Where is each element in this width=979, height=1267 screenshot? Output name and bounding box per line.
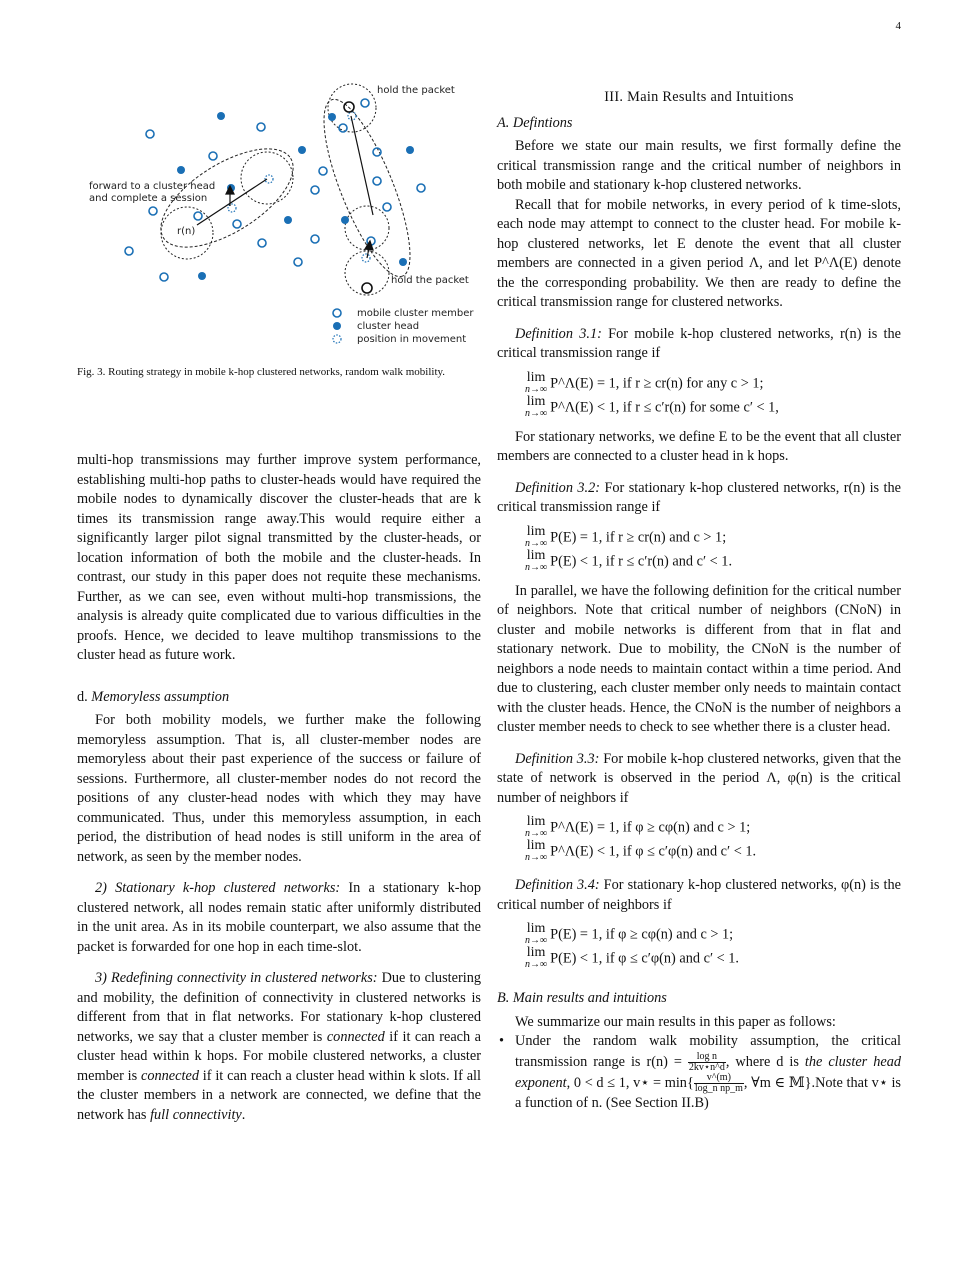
def34-equations (525, 923, 901, 971)
stationary-body: In a stationary k-hop clustered network, all nodes remain static after uniformly distributed in the unit area. As in its mobile counterpart, we also assume that the packet is forwarded for one hop in each time-slot. (77, 880, 481, 955)
result-item-1 (511, 1032, 901, 1113)
def34-eq1: P(E) = 1, if φ ≥ cφ(n) and c > 1; (550, 926, 734, 943)
frac-rn (688, 1052, 726, 1073)
legend-mobile-icon (333, 309, 341, 317)
lim: lim (526, 523, 546, 539)
def33-title: Definition 3.3: (515, 750, 600, 767)
definition-3-3 (497, 750, 901, 809)
right-paragraph-parallel: In parallel, we have the following definition for the critical number of neighbors. Note that critical number of neighbors (CNoN) in cluster and mobile networks is different from that in flat and stationary network. Due to mobility, the CNoN is the number of neighbors a node needs to maintain contact within a time period. And due to clustering, each cluster member only needs to maintain contact with the cluster heads. Hence, the CNoN is the number of neighbors a cluster member needs to check to see whether there is a cluster head. (497, 582, 901, 735)
subsection-a: A. Defintions (497, 114, 573, 131)
full-connectivity: full connectivity (150, 1106, 242, 1123)
memoryless-heading (77, 688, 481, 708)
definition-3-1 (497, 325, 901, 364)
def32-body: For stationary k-hop clustered networks, r(n) is the critical transmission range if (497, 479, 901, 515)
def31-equations (525, 369, 901, 420)
lim: lim (526, 547, 546, 563)
def31-eq1: P^Λ(E) = 1, if r ≥ cr(n) for any c > 1; (550, 374, 764, 391)
results-list (497, 1032, 901, 1113)
right-paragraph-2: Recall that for mobile networks, in every period of k time-slots, each node may attempt to connect to the cluster head. For mobile k-hop clustered networks, let E denote the event that all cluster members are connected in a given period Λ, and let P^Λ(E) denote the the corresponding probability. We then are ready to define the critical transmission range for clustered networks. (497, 196, 901, 310)
label-hold-bottom: hold the packet (391, 275, 469, 286)
frac-rn-den: 2kv⋆n^d (688, 1061, 725, 1073)
def34-eq2: P(E) < 1, if φ ≤ c′φ(n) and c′ < 1. (550, 950, 740, 967)
cluster-heads (177, 112, 414, 280)
left-column (77, 451, 481, 1125)
frac-rn-num: log n (688, 1052, 726, 1063)
left-paragraph-1: multi-hop transmissions may further improve system performance, establishing multi-hop paths to cluster-heads would have required the mobile nodes to dynamically discover the cluster-heads that are k times its transmission range away.This would require either a significantly larger pilot signal transmitted by the cluster-heads, or location information of both the mobile and the cluster-heads. In contrast, our study in this paper does not requite these mechanisms. Further, as we can see, even without multi-hop transmissions, the analysis is already quite complicated due to various difficulties in the proofs. Hence, we decided to leave multihop transmissions to the cluster head as future work. (77, 452, 481, 663)
def32-equations (525, 523, 901, 574)
bullet1-a: Under the random walk mobility assumption, the critical transmission range is r(n) = (515, 1033, 901, 1070)
redefining-d: . (241, 1106, 246, 1123)
def33-equations (525, 816, 901, 864)
connected-1: connected (326, 1028, 385, 1045)
lim: lim (526, 814, 546, 829)
definition-3-4 (497, 876, 901, 915)
legend-position-icon (333, 335, 341, 343)
legend-position: position in movement (357, 334, 467, 345)
section-title: III. Main Results and Intuitions (604, 89, 794, 105)
def32-eq2: P(E) < 1, if r ≤ c′r(n) and c′ < 1. (550, 552, 733, 569)
def34-title: Definition 3.4: (515, 877, 600, 893)
def32-title: Definition 3.2: (515, 479, 601, 496)
lim-sub: n→∞ (525, 383, 548, 395)
legend-head: cluster head (357, 321, 420, 332)
right-paragraph-1: Before we state our main results, we first formally define the critical transmission range and the critical number of neighbors in both mobile and stationary k-hop clustered networks. (497, 138, 901, 193)
definition-3-2 (497, 479, 901, 518)
label-hold-top: hold the packet (377, 85, 455, 96)
lim-sub: n→∞ (525, 537, 548, 549)
legend-mobile: mobile cluster member (357, 308, 474, 319)
bullet1-b: , where d is (725, 1053, 805, 1070)
redefining-c: if it can reach a cluster head within k slots. If all the cluster members in a network are connected, we define that the network has (77, 1067, 481, 1123)
label-forward-1: forward to a cluster head (89, 181, 216, 192)
def31-body: For mobile k-hop clustered networks, r(n) is the critical transmission range if (497, 325, 901, 361)
lim-sub: n→∞ (525, 959, 548, 970)
connected-2: connected (141, 1067, 199, 1084)
lim-sub: n→∞ (525, 828, 548, 839)
subsection-b: B. Main results and intuitions (497, 990, 667, 1006)
memoryless-title: Memoryless assumption (91, 688, 230, 705)
def34-body: For stationary k-hop clustered networks, φ(n) is the critical number of neighbors if (497, 877, 901, 913)
frac-v-num: v^(m) (694, 1073, 744, 1084)
bullet1-italic: the cluster head exponent (515, 1053, 901, 1091)
page-number: 4 (895, 20, 901, 32)
redefining-title: 3) Redefining connectivity in clustered networks: (95, 970, 378, 986)
label-forward-2: and complete a session (89, 193, 208, 204)
lim-sub: n→∞ (525, 407, 548, 419)
left-paragraph-3 (77, 879, 481, 957)
def33-body: For mobile k-hop clustered networks, given that the state of network is observed in the period Λ, φ(n) is the critical number of neighbors if (497, 750, 902, 806)
redefining-a: Due to clustering and mobility, the definition of connectivity in clustered networks is different from that in flat networks. For stationary k-hop clustered networks, we say that a cluster member is (77, 970, 481, 1045)
routing-diagram (77, 78, 481, 353)
bullet1-c: , 0 < d ≤ 1, v⋆ = min{ (566, 1074, 694, 1091)
lim: lim (526, 945, 546, 960)
right-column (497, 88, 901, 1113)
lim: lim (526, 921, 546, 936)
stationary-title: 2) Stationary k-hop clustered networks: (95, 880, 341, 896)
bullet1-d: , ∀m ∈ 𝕄}.Note that v⋆ is a function of n. (See Section II.B) (515, 1074, 901, 1111)
lim-sub: n→∞ (525, 852, 548, 863)
lim-sub: n→∞ (525, 561, 548, 573)
right-paragraph-stationary: For stationary networks, we define E to be the event that all cluster members are connected to a cluster head in k hops. (497, 428, 901, 464)
lim: lim (526, 369, 546, 385)
frac-v-den: log_n np_m (694, 1082, 743, 1094)
left-paragraph-4 (77, 969, 481, 1125)
redefining-b: if it can reach a cluster head within k hops. For mobile clustered networks, a cluster member is (77, 1028, 481, 1084)
label-rn: r(n) (177, 226, 196, 237)
legend (333, 308, 474, 345)
legend-head-icon (333, 322, 341, 330)
def32-eq1: P(E) = 1, if r ≥ cr(n) and c > 1; (550, 528, 727, 545)
memoryless-prefix: d. (77, 688, 92, 705)
def31-title: Definition 3.1: (515, 325, 602, 342)
left-paragraph-2: For both mobility models, we further make the following memoryless assumption. That is, all cluster-member nodes are memoryless about their past experience of the success or failure of sessions. Furthermore, all cluster-member nodes do not record the positions of any cluster-head nodes with which they may have communicated. Thus, under this memoryless assumption, in each period, the distribution of head nodes is still uniform in the area of network, as seen by the member nodes. (77, 712, 481, 865)
def33-eq1: P^Λ(E) = 1, if φ ≥ cφ(n) and c > 1; (550, 819, 751, 836)
figure-caption: Fig. 3. Routing strategy in mobile k-hop clustered networks, random walk mobility. (77, 366, 446, 378)
lim-sub: n→∞ (525, 935, 548, 946)
lim: lim (526, 838, 546, 853)
right-paragraph-summary: We summarize our main results in this paper as follows: (515, 1013, 836, 1030)
lim: lim (526, 393, 546, 409)
def33-eq2: P^Λ(E) < 1, if φ ≤ c′φ(n) and c′ < 1. (550, 843, 757, 860)
figure-routing-strategy (77, 78, 481, 353)
def31-eq2: P^Λ(E) < 1, if r ≤ c′r(n) for some c′ < 1, (550, 398, 779, 415)
frac-v (694, 1073, 744, 1094)
